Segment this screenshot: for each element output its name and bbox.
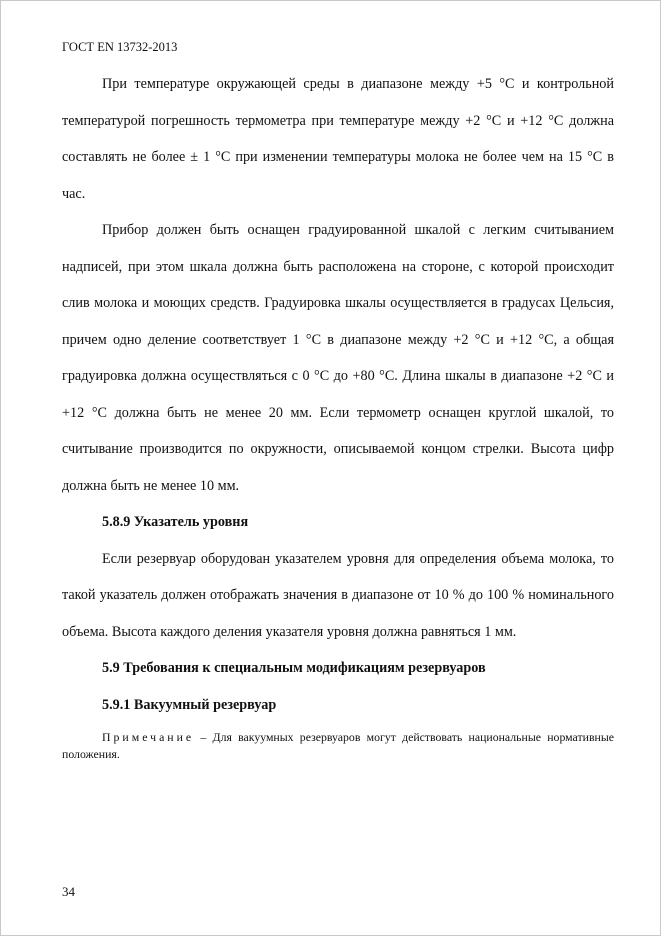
paragraph-scale-requirements: Прибор должен быть оснащен градуированной шкалой с легким считыванием надписей, при этом шкала должна быть расположена на стороне, с которой происходит слив молока и моющих средств. Градуировка шкалы осуществляется в градусах Цельсия, причем одно деление соответствует 1 °С в диапазоне между +2 °С и +12 °С, а общая градуировка должна осуществляться с 0 °С до +80 °С. Длина шкалы в диапазоне +2 °С и +12 °С должна быть не менее 20 мм. Если термометр оснащен круглой шкалой, то считывание производится по окружности, описываемой концом стрелки. Высота цифр должна быть не менее 10 мм. xyxy=(62,222,614,494)
section-heading-level-indicator: 5.8.9 Указатель уровня xyxy=(102,514,249,530)
note xyxy=(62,729,614,763)
paragraph-level-indicator: Если резервуар оборудован указателем уровня для определения объема молока, то такой указатель должен отображать значения в диапазоне от 10 % до 100 % номинального объема. Высота каждого деления указателя уровня должна равняться 1 мм. xyxy=(62,550,614,640)
section-heading-vacuum-tank: 5.9.1 Вакуумный резервуар xyxy=(102,696,277,713)
document-body xyxy=(62,66,614,763)
note-label: Примечание xyxy=(102,730,195,744)
page-number: 34 xyxy=(62,884,75,899)
section-heading-special-modifications: 5.9 Требования к специальным модификациям резервуаров xyxy=(102,660,486,676)
note-text: – Для вакуумных резервуаров могут действовать национальные нормативные положения. xyxy=(62,730,614,761)
paragraph-thermometer-accuracy: При температуре окружающей среды в диапазоне между +5 °С и контрольной температурой погрешность термометра при температуре между +2 °С и +12 °С должна составлять не более ± 1 °С при изменении температуры молока не более чем на 15 °С в час. xyxy=(62,76,614,202)
document-header: ГОСТ EN 13732-2013 xyxy=(62,40,178,54)
